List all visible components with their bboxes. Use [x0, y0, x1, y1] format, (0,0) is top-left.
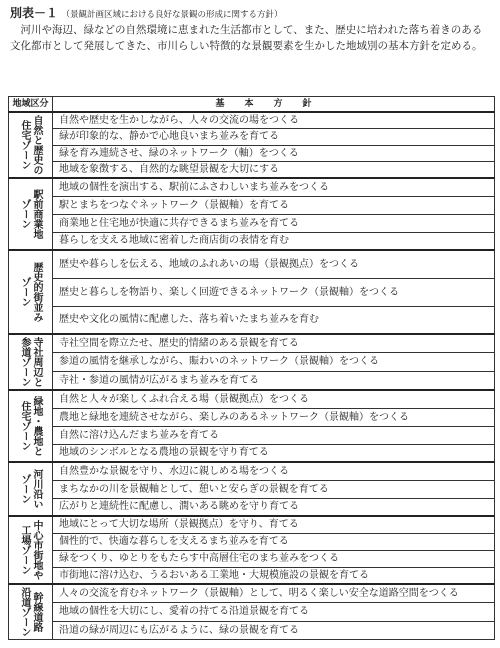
caption-subtitle: （景観計画区域における良好な景観の形成に関する方針） [61, 10, 283, 20]
policy-item: 市街地に溶け込む、うるおいある工業地・大規模施設の景観を育てる [53, 567, 495, 584]
zone-label: 寺社周辺と [31, 337, 42, 387]
policy-item: 参道の風情を継承しながら、賑わいのネットワーク（景観軸）をつくる [53, 353, 495, 372]
policy-item: 個性的で、快適な暮らしを支えるまち並みを育てる [53, 533, 495, 550]
policy-item: 地域にとって大切な場所（景観拠点）を守り、育てる [53, 516, 495, 533]
zone-label: 住宅ゾーン [19, 120, 30, 170]
zone-label: 参道ゾーン [19, 337, 30, 387]
zone-cell [9, 462, 53, 516]
policy-item: 自然と人々が楽しくふれ合える場（景観拠点）をつくる [53, 390, 495, 408]
zone-label: ゾーン [19, 277, 30, 307]
zone-cell [9, 112, 53, 178]
table-row [9, 334, 495, 353]
zone-group [9, 250, 495, 334]
zone-label: 工場ゾーン [19, 525, 30, 575]
policy-item: 自然に溶け込んだまち並みを育てる [53, 426, 495, 444]
policy-item: 寺社・参道の風情が広がるまち並みを育てる [53, 371, 495, 390]
table-row [9, 567, 495, 584]
zone-cell [9, 584, 53, 640]
zone-group [9, 178, 495, 250]
zone-label: 中心市街地や [31, 520, 42, 580]
zone-label: 駅前商業地 [31, 189, 42, 239]
table-row [9, 603, 495, 622]
zone-label: 自然と歴史の [31, 115, 42, 175]
zone-cell [9, 390, 53, 462]
zone-label: ゾーン [19, 474, 30, 504]
policy-table [8, 96, 495, 640]
header-policy: 基本方針 [53, 97, 495, 113]
policy-item: 広がりと連続性に配慮し、潤いある眺めを守り育てる [53, 498, 495, 516]
policy-item: 商業地と住宅地が快適に共存できるまち並みを育てる [53, 214, 495, 232]
table-row [9, 621, 495, 640]
table-row [9, 462, 495, 480]
table-row [9, 214, 495, 232]
zone-group [9, 112, 495, 178]
zone-group [9, 516, 495, 584]
zone-group [9, 584, 495, 640]
zone-cell [9, 178, 53, 250]
policy-item: 沿道の緑が周辺にも広がるように、緑の景観を育てる [53, 621, 495, 640]
policy-item: 暮らしを支える地域に密着した商店街の表情を育む [53, 232, 495, 250]
zone-label: 緑地・農地と [31, 396, 42, 456]
policy-item: 自然豊かな景観を守り、水辺に親しめる場をつくる [53, 462, 495, 480]
policy-item: 地域を象徴する、自然的な眺望景観を大切にする [53, 162, 495, 179]
policy-item: 歴史や文化の風情に配慮した、落ち着いたまち並みを育む [53, 306, 495, 334]
policy-item: 地域の個性を大切にし、愛着の持てる沿道景観を育てる [53, 603, 495, 622]
table-row [9, 178, 495, 196]
table-row [9, 390, 495, 408]
table-caption [10, 6, 490, 22]
table-row [9, 408, 495, 426]
table-row [9, 129, 495, 146]
policy-item: 歴史と暮らしを物語り、楽しく回遊できるネットワーク（景観軸）をつくる [53, 278, 495, 306]
zone-cell [9, 516, 53, 584]
table-row [9, 232, 495, 250]
policy-item: 歴史や暮らしを伝える、地域のふれあいの場（景観拠点）をつくる [53, 250, 495, 278]
zone-label: 住宅ゾーン [19, 401, 30, 451]
zone-group [9, 390, 495, 462]
zone-label: 歴史的街並み [31, 262, 42, 322]
table-row [9, 480, 495, 498]
caption-label: 別表－１ [10, 6, 59, 20]
policy-item: 緑が印象的な、静かで心地良いまち並みを育てる [53, 129, 495, 146]
zone-label: 幹線道路 [31, 592, 42, 632]
zone-group [9, 334, 495, 390]
table-row [9, 426, 495, 444]
table-row [9, 196, 495, 214]
zone-group [9, 462, 495, 516]
table-row [9, 250, 495, 278]
policy-item: 寺社空間を際立たせ、歴史的情緒のある景観を育てる [53, 334, 495, 353]
policy-item: 緑を育み連続させ、緑のネットワーク（軸）をつくる [53, 145, 495, 162]
zone-cell [9, 334, 53, 390]
table-row [9, 550, 495, 567]
policy-item: 農地と緑地を連続させながら、楽しみのあるネットワーク（景観軸）をつくる [53, 408, 495, 426]
policy-item: 地域の個性を演出する、駅前にふさわしいまち並みをつくる [53, 178, 495, 196]
table-row [9, 353, 495, 372]
table-row [9, 584, 495, 603]
table-row [9, 498, 495, 516]
table-row [9, 162, 495, 179]
zone-cell [9, 250, 53, 334]
policy-item: 自然や歴史を生かしながら、人々の交流の場をつくる [53, 112, 495, 129]
policy-item: 人々の交流を育むネットワーク（景観軸）として、明るく楽しい安全な道路空間をつくる [53, 584, 495, 603]
table-row [9, 533, 495, 550]
policy-item: 駅とまちをつなぐネットワーク（景観軸）を育てる [53, 196, 495, 214]
zone-label: 沿道ゾーン [19, 587, 30, 637]
table-row [9, 371, 495, 390]
header-zone: 地域区分 [9, 97, 53, 113]
table-row [9, 112, 495, 129]
policy-item: 地域のシンボルとなる農地の景観を守り育てる [53, 444, 495, 462]
table-row [9, 516, 495, 533]
table-row [9, 306, 495, 334]
policy-item: 緑をつくり、ゆとりをもたらす中高層住宅のまち並みをつくる [53, 550, 495, 567]
zone-label: 河川沿い [31, 469, 42, 509]
table-row [9, 278, 495, 306]
intro-text: 河川や海辺、緑などの自然環境に恵まれた生活都市として、また、歴史に培われた落ち着きのある文化都市として発展してきた、市川らしい特徴的な景観要素を生かした地域別の基本方針を定める。 [10, 24, 483, 52]
table-row [9, 145, 495, 162]
table-header-row [9, 97, 495, 113]
intro-paragraph [10, 22, 490, 54]
table-row [9, 444, 495, 462]
policy-item: まちなかの川を景観軸として、憩いと安らぎの景観を育てる [53, 480, 495, 498]
zone-label: ゾーン [19, 199, 30, 229]
